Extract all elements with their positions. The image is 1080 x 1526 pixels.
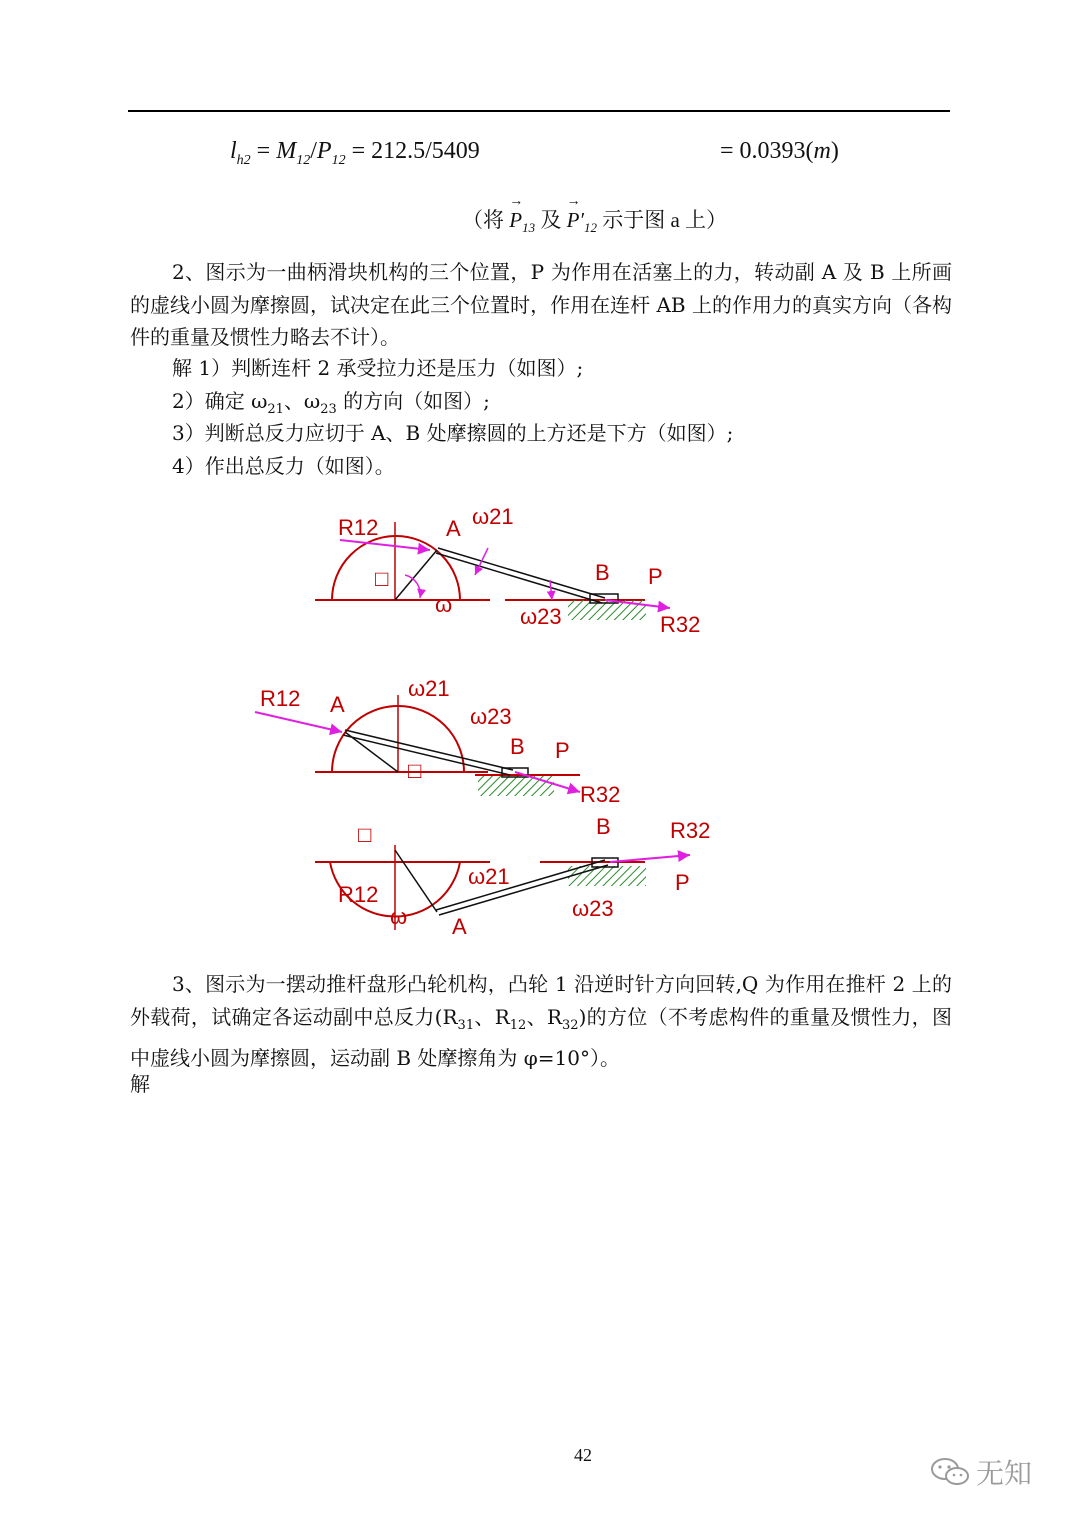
label-w23: ω23 bbox=[520, 604, 562, 629]
problem2-step-3: 3）判断总反力应切于 A、B 处摩擦圆的上方还是下方（如图）; bbox=[172, 421, 734, 445]
label-r32: R32 bbox=[660, 612, 701, 637]
label-w21: ω21 bbox=[472, 504, 514, 529]
label-b-2: B bbox=[510, 734, 525, 759]
problem2-step-2: 2）确定 $\omega_{21}$、$\omega_{23}$ 的方向（如图）; bbox=[172, 389, 490, 417]
label-r32-2: R32 bbox=[580, 782, 621, 807]
label-w-3: ω bbox=[390, 904, 408, 929]
label-a: A bbox=[446, 516, 461, 541]
label-r12-2: R12 bbox=[260, 686, 301, 711]
figure-position-1 bbox=[315, 504, 700, 637]
problem2-step-1: 解 1）判断连杆 2 承受拉力还是压力（如图）; bbox=[172, 356, 584, 380]
label-b: B bbox=[595, 560, 610, 585]
label-p: P bbox=[648, 564, 663, 589]
label-box-3: □ bbox=[358, 822, 372, 847]
problem3-text: 3、图示为一摆动推杆盘形凸轮机构，凸轮 1 沿逆时针方向回转,Q 为作用在推杆 2 上的外载荷，试确定各运动副中总反力($R_{31}$、$R_{12}$、$R_{32}$)的方位（不考虑构件的重量及惯性力，图中虚线小圆为摩擦圆，运动副 B 处摩擦角为 φ=10°）。 bbox=[130, 972, 952, 1070]
label-a-2: A bbox=[330, 692, 345, 717]
label-w23-2: ω23 bbox=[470, 704, 512, 729]
label-p-3: P bbox=[675, 870, 690, 895]
label-b-3: B bbox=[596, 814, 611, 839]
problem2-text: 2、图示为一曲柄滑块机构的三个位置，P 为作用在活塞上的力，转动副 A 及 B 上所画的虚线小圆为摩擦圆，试决定在此三个位置时，作用在连杆 AB 上的作用力的真实方向（各构件的重量及惯性力略去不计）。 bbox=[130, 260, 952, 349]
wechat-icon bbox=[930, 1457, 970, 1487]
label-r32-3: R32 bbox=[670, 818, 711, 843]
problem3-answer: 解 bbox=[130, 1072, 150, 1096]
label-a-3: A bbox=[452, 914, 467, 939]
watermark bbox=[930, 1452, 1032, 1492]
label-w23-3: ω23 bbox=[572, 896, 614, 921]
formula-equation: $l_{h2} = M_{12}/P_{12} = 212.5/5409$ bbox=[230, 138, 480, 168]
label-r12-3: R12 bbox=[338, 882, 379, 907]
label-r12: R12 bbox=[338, 515, 379, 540]
page-number: 42 bbox=[574, 1445, 592, 1465]
label-box-2: □ bbox=[408, 758, 422, 783]
label-p-2: P bbox=[555, 738, 570, 763]
label-w21-3: ω21 bbox=[468, 864, 510, 889]
problem2-step-4: 4）作出总反力（如图）。 bbox=[172, 454, 395, 478]
figure-position-3 bbox=[315, 814, 710, 939]
slider-crank-figure bbox=[250, 500, 720, 950]
formula-result: = 0.0393(m) bbox=[720, 138, 839, 164]
watermark-text: 无知 bbox=[976, 1457, 1033, 1490]
header-rule bbox=[128, 110, 950, 112]
figure-position-2 bbox=[255, 676, 620, 807]
label-w21-2: ω21 bbox=[408, 676, 450, 701]
label-w: ω bbox=[435, 592, 453, 617]
label-box: □ bbox=[375, 566, 389, 591]
vector-note: （将 → $P_{13}$ 及 → $P'_{12}$ 示于图 a 上） bbox=[462, 204, 727, 236]
